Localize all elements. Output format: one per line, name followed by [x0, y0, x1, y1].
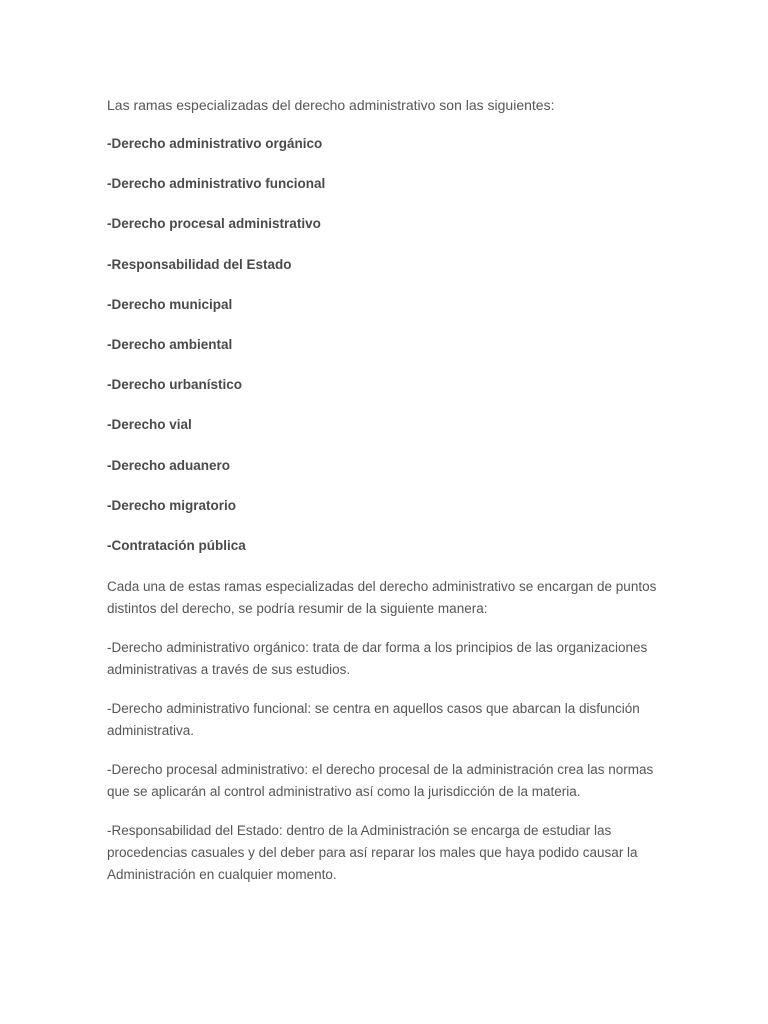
branch-item-migratorio: -Derecho migratorio: [107, 497, 237, 513]
document-body: [107, 95, 677, 903]
branch-item-procesal: -Derecho procesal administrativo: [107, 216, 321, 232]
summary-paragraph: Cada una de estas ramas especializadas del derecho administrativo se encargan de puntos distintos del derecho, se podría resumir de la siguiente manera:: [107, 579, 657, 617]
branch-item-urbanistico: -Derecho urbanístico: [107, 377, 243, 393]
branch-item-ambiental: -Derecho ambiental: [107, 336, 233, 352]
branch-item-contratacion: -Contratación pública: [107, 537, 246, 553]
description-responsabilidad: -Responsabilidad del Estado: dentro de la Administración se encarga de estudiar las procedencias casuales y del deber para así reparar los males que haya podido causar la Administración en cualquier momento.: [107, 823, 638, 883]
description-organico: -Derecho administrativo orgánico: trata de dar forma a los principios de las organizaciones administrativas a través de sus estudios.: [107, 640, 648, 678]
branch-item-municipal: -Derecho municipal: [107, 296, 233, 312]
branch-item-aduanero: -Derecho aduanero: [107, 457, 231, 473]
branch-item-organico: -Derecho administrativo orgánico: [107, 136, 323, 151]
description-procesal: -Derecho procesal administrativo: el derecho procesal de la administración crea las normas que se aplicarán al control administrativo así como la jurisdicción de la materia.: [107, 762, 654, 800]
description-funcional: -Derecho administrativo funcional: se centra en aquellos casos que abarcan la disfunción administrativa.: [107, 701, 640, 739]
branch-item-funcional: -Derecho administrativo funcional: [107, 176, 326, 192]
intro-text: Las ramas especializadas del derecho administrativo son las siguientes:: [107, 97, 555, 113]
branch-list: [107, 134, 677, 556]
branch-item-responsabilidad: -Responsabilidad del Estado: [107, 256, 292, 272]
branch-item-vial: -Derecho vial: [107, 417, 192, 433]
